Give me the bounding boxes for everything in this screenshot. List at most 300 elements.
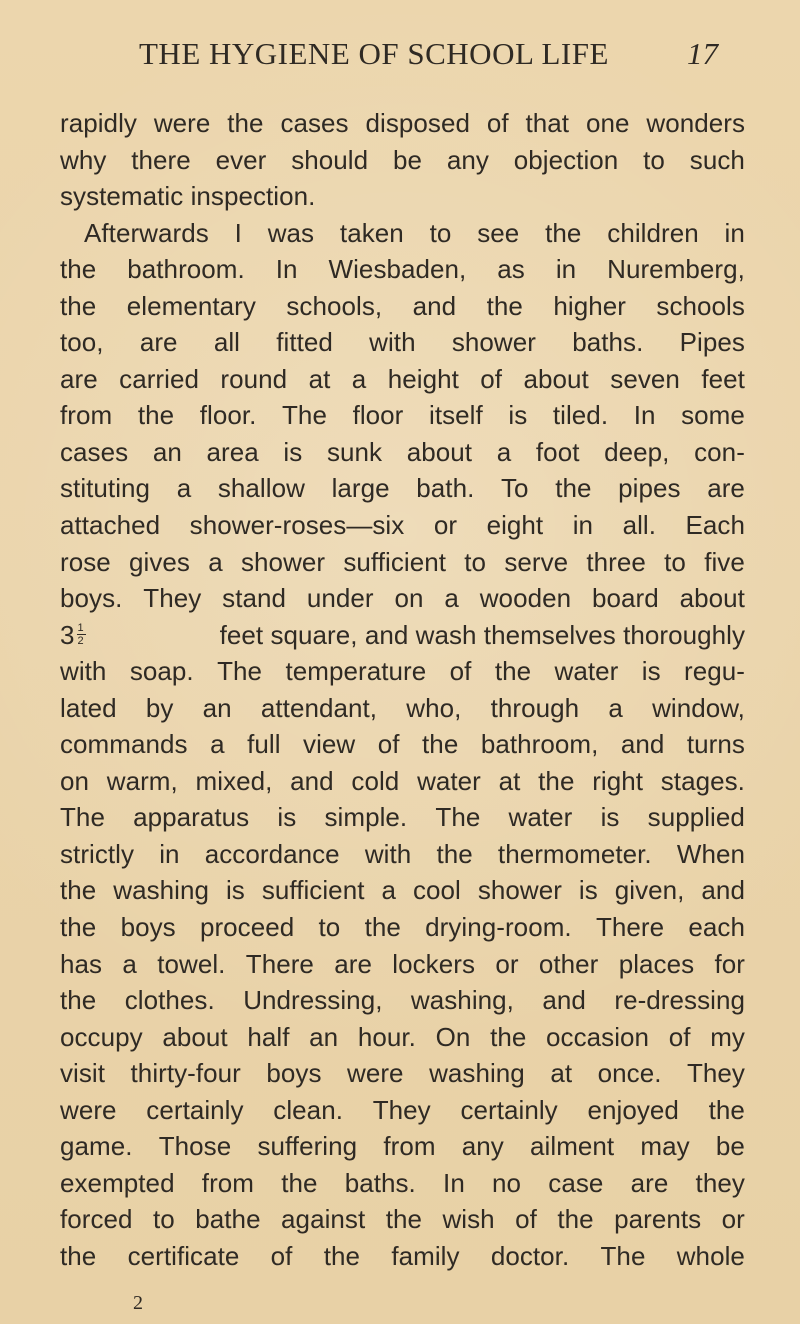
word: they — [695, 1167, 745, 1198]
word: in — [724, 217, 745, 248]
text-line — [60, 470, 745, 507]
word: such — [689, 144, 745, 175]
word: is — [225, 875, 245, 906]
word: to — [664, 546, 686, 577]
word: the — [494, 656, 532, 687]
text-line — [60, 105, 745, 142]
word: is — [277, 802, 297, 833]
text-line — [60, 1201, 745, 1238]
word: children — [607, 217, 699, 248]
word: bath. — [416, 473, 475, 504]
word: are — [139, 327, 178, 358]
word: why — [60, 144, 107, 175]
word: The — [600, 1240, 646, 1271]
text-line — [60, 946, 745, 983]
word: Undressing, — [243, 985, 383, 1016]
word: water — [417, 765, 481, 796]
word: To — [501, 473, 529, 504]
word: under — [306, 583, 374, 614]
word: Each — [685, 510, 745, 541]
word: tiled. — [552, 400, 609, 431]
word: the — [60, 290, 97, 321]
word: They — [143, 583, 202, 614]
word: of — [377, 729, 400, 760]
word: rose — [60, 546, 111, 577]
word: sufficient — [343, 546, 447, 577]
word: or — [433, 510, 458, 541]
word: warm, — [106, 765, 178, 796]
text-line — [60, 799, 745, 836]
word: On — [435, 1021, 471, 1052]
word: water — [554, 656, 619, 687]
word: and — [542, 985, 586, 1016]
word: Nuremberg, — [607, 254, 745, 285]
word: any — [446, 144, 489, 175]
word: Those — [158, 1131, 232, 1162]
word: has — [60, 948, 103, 979]
word: the — [555, 473, 592, 504]
word: shallow — [217, 473, 305, 504]
word: all — [213, 327, 240, 358]
word: higher — [553, 290, 626, 321]
word: shower-roses—six — [189, 510, 405, 541]
word: the — [60, 912, 97, 943]
word: forced — [60, 1204, 133, 1235]
word: in — [159, 838, 180, 869]
word: con- — [694, 436, 745, 467]
word: simple. — [324, 802, 408, 833]
word: proceed — [199, 912, 295, 943]
word: is — [283, 436, 303, 467]
word: The — [435, 802, 481, 833]
word: in — [555, 254, 577, 285]
word: washing — [429, 1058, 525, 1089]
word: disposed — [365, 108, 470, 138]
word: sufficient — [261, 875, 365, 906]
text-line — [60, 324, 745, 361]
word: should — [291, 144, 369, 175]
text-line — [60, 544, 745, 581]
text-line — [60, 1019, 745, 1056]
word: wish — [442, 1204, 495, 1235]
word: or — [495, 948, 519, 979]
word: bathroom. — [127, 254, 245, 285]
text-line — [60, 397, 745, 434]
text-line — [60, 507, 745, 544]
word: is — [641, 656, 661, 687]
word: the — [323, 1240, 361, 1271]
word: to — [318, 912, 341, 943]
word: Wiesbaden, — [328, 254, 467, 285]
word: occupy — [60, 1021, 143, 1052]
word: on — [394, 583, 424, 614]
fraction-numerator: 1 — [77, 621, 84, 634]
word: one — [585, 108, 630, 138]
word: is — [508, 400, 528, 431]
word: wonders — [646, 108, 745, 138]
word: full — [247, 729, 281, 760]
text-line — [60, 251, 745, 288]
word: or — [721, 1204, 745, 1235]
word: case — [548, 1167, 604, 1198]
word: are — [630, 1167, 669, 1198]
word: certainly — [146, 1094, 244, 1125]
word: gives — [129, 546, 190, 577]
body-text — [60, 105, 745, 1275]
word: the — [422, 729, 459, 760]
word: itself — [429, 400, 483, 431]
signature-mark: 2 — [133, 1292, 143, 1314]
word: an — [202, 692, 232, 723]
word: be — [715, 1131, 745, 1162]
text-line — [60, 580, 745, 617]
word: foot — [535, 436, 580, 467]
word: of — [449, 656, 472, 687]
word: the — [557, 1204, 594, 1235]
word: schools, — [286, 290, 383, 321]
word: height — [387, 363, 459, 394]
word: attendant, — [260, 692, 378, 723]
word: lated — [60, 692, 117, 723]
word: stituting — [60, 473, 151, 504]
word: stages. — [660, 765, 745, 796]
word: shower — [451, 327, 536, 358]
word: bathe — [195, 1204, 261, 1235]
word: the — [385, 1204, 422, 1235]
word: enjoyed — [587, 1094, 679, 1125]
word: view — [303, 729, 356, 760]
word: half — [247, 1021, 290, 1052]
word: Pipes — [679, 327, 745, 358]
word: of — [515, 1204, 537, 1235]
word: shower — [241, 546, 326, 577]
word: mixed, — [195, 765, 273, 796]
word: is — [578, 875, 598, 906]
word: They — [372, 1094, 431, 1125]
word: was — [267, 217, 315, 248]
word: There — [245, 948, 314, 979]
word: five — [704, 546, 745, 577]
word: in — [572, 510, 594, 541]
word: who, — [406, 692, 462, 723]
word: the — [227, 108, 264, 138]
word: of — [270, 1240, 293, 1271]
word: washing — [113, 875, 210, 906]
word: and — [701, 875, 745, 906]
word: supplied — [647, 802, 745, 833]
word: certainly — [460, 1094, 558, 1125]
word: from — [60, 400, 113, 431]
word: baths. — [344, 1167, 416, 1198]
word: whole — [676, 1240, 745, 1271]
word: the — [60, 254, 97, 285]
word: The — [282, 400, 327, 431]
word: washing, — [410, 985, 514, 1016]
word: suffering — [257, 1131, 358, 1162]
text-line — [60, 982, 745, 1019]
word: a — [208, 546, 223, 577]
word: thirty-four — [130, 1058, 241, 1089]
word: serve — [504, 546, 569, 577]
word: an — [152, 436, 182, 467]
word: round — [220, 363, 288, 394]
text-line — [60, 726, 745, 763]
word: carried — [119, 363, 199, 394]
text-line — [60, 653, 745, 690]
word: and — [412, 290, 457, 321]
word: large — [331, 473, 390, 504]
word: the — [364, 912, 401, 943]
fraction-whole: 3 — [60, 619, 75, 650]
word: there — [131, 144, 191, 175]
word: see — [477, 217, 520, 248]
word: baths. — [572, 327, 644, 358]
word: objection — [513, 144, 619, 175]
word: floor — [352, 400, 404, 431]
word: apparatus — [133, 802, 250, 833]
word: In — [275, 254, 298, 285]
word: commands — [60, 729, 188, 760]
word: turns — [686, 729, 745, 760]
word: strictly — [60, 838, 135, 869]
word: In — [633, 400, 656, 431]
word: at — [308, 363, 331, 394]
text-line — [60, 836, 745, 873]
word: places — [618, 948, 695, 979]
word: certificate — [127, 1240, 240, 1271]
word: against — [281, 1204, 366, 1235]
word: When — [676, 838, 745, 869]
word: lockers — [392, 948, 476, 979]
word: game. — [60, 1131, 133, 1162]
word: a — [176, 473, 192, 504]
word: a — [608, 692, 623, 723]
word: The — [60, 802, 105, 833]
word: were — [60, 1094, 117, 1125]
word: as — [497, 254, 525, 285]
word: water — [508, 802, 573, 833]
word: seven — [610, 363, 680, 394]
word: schools — [656, 290, 745, 321]
word: pipes — [618, 473, 681, 504]
word: area — [206, 436, 259, 467]
word: of — [486, 108, 509, 138]
word: from — [201, 1167, 254, 1198]
word: with — [60, 656, 107, 687]
word: may — [640, 1131, 690, 1162]
word: some — [681, 400, 745, 431]
word: clothes. — [124, 985, 215, 1016]
word: cases — [280, 108, 349, 138]
page-number: 17 — [687, 36, 718, 71]
word: the — [545, 217, 582, 248]
word: at — [550, 1058, 573, 1089]
word: boys. — [60, 583, 123, 614]
word: shower — [477, 875, 562, 906]
text-line — [60, 872, 745, 909]
word: regu- — [684, 656, 745, 687]
word: ailment — [530, 1131, 615, 1162]
word: a — [351, 363, 367, 394]
word: about — [523, 363, 589, 394]
word: family — [391, 1240, 460, 1271]
word: parents — [614, 1204, 702, 1235]
word: fitted — [276, 327, 333, 358]
word: floor. — [199, 400, 257, 431]
word: be — [392, 144, 423, 175]
word: visit — [60, 1058, 106, 1089]
word: cases — [60, 436, 129, 467]
word: In — [443, 1167, 465, 1198]
word: on — [60, 765, 90, 796]
word: ever — [215, 144, 267, 175]
fraction-denominator: 2 — [77, 634, 84, 647]
word: an — [309, 1021, 339, 1052]
word: of — [668, 1021, 691, 1052]
word: the — [708, 1094, 745, 1125]
word: the — [490, 1021, 527, 1052]
word: eight — [486, 510, 544, 541]
word: The — [217, 656, 263, 687]
word: the — [486, 290, 523, 321]
word: hour. — [357, 1021, 416, 1052]
word: about — [406, 436, 473, 467]
word: and — [290, 765, 334, 796]
word: are — [334, 948, 372, 979]
word: all. — [622, 510, 657, 541]
word: given, — [614, 875, 685, 906]
word: through — [490, 692, 580, 723]
word: no — [492, 1167, 522, 1198]
word: stand — [222, 583, 286, 614]
word: thermometer. — [497, 838, 652, 869]
word: each — [688, 912, 745, 943]
text-line — [60, 434, 745, 471]
word: Afterwards — [84, 217, 209, 248]
word: to — [429, 217, 452, 248]
word: other — [538, 948, 599, 979]
word: too, — [60, 327, 104, 358]
word: with — [364, 838, 412, 869]
word: elementary — [126, 290, 256, 321]
word: with — [369, 327, 416, 358]
word: is — [600, 802, 620, 833]
word: a — [496, 436, 512, 467]
text-line — [60, 1128, 745, 1165]
text-line — [60, 1055, 745, 1092]
word: to — [643, 144, 665, 175]
word: for — [714, 948, 745, 979]
word: a — [444, 583, 459, 614]
running-head: THE HYGIENE OF SCHOOL LIFE — [139, 36, 609, 71]
word: doctor. — [490, 1240, 570, 1271]
word: right — [592, 765, 644, 796]
fraction-line — [60, 617, 745, 654]
word: drying-room. — [425, 912, 572, 943]
text-line — [60, 1092, 745, 1129]
word: were — [347, 1058, 404, 1089]
word: I — [234, 217, 242, 248]
text-line — [60, 690, 745, 727]
word: about — [162, 1021, 228, 1052]
text-line — [60, 909, 745, 946]
word: cool — [412, 875, 461, 906]
word: boys — [266, 1058, 322, 1089]
text-line — [60, 361, 745, 398]
word: a — [381, 875, 396, 906]
word: re-dressing — [614, 985, 745, 1016]
word: taken — [339, 217, 404, 248]
word: by — [145, 692, 174, 723]
word: cold — [351, 765, 400, 796]
word: rapidly — [60, 108, 137, 138]
word: board — [591, 583, 659, 614]
word: sunk — [326, 436, 383, 467]
word: They — [686, 1058, 745, 1089]
word: once. — [597, 1058, 662, 1089]
word: a — [122, 948, 137, 979]
word: to — [464, 546, 487, 577]
text-line — [60, 763, 745, 800]
word: window, — [652, 692, 745, 723]
text-line — [60, 1165, 745, 1202]
word: boys — [120, 912, 176, 943]
word: towel. — [157, 948, 226, 979]
word: temperature — [285, 656, 427, 687]
text-line — [60, 215, 745, 252]
word: from — [383, 1131, 436, 1162]
word: at — [498, 765, 521, 796]
word: about — [679, 583, 745, 614]
word: to — [153, 1204, 175, 1235]
word: three — [586, 546, 646, 577]
word: the — [137, 400, 175, 431]
word: accordance — [204, 838, 340, 869]
text-line — [60, 1238, 745, 1275]
word: are — [60, 363, 98, 394]
text-line — [60, 288, 745, 325]
word: the — [281, 1167, 318, 1198]
word: There — [595, 912, 665, 943]
word: the — [60, 1240, 97, 1271]
word: exempted — [60, 1167, 175, 1198]
word: clean. — [273, 1094, 343, 1125]
word: any — [461, 1131, 504, 1162]
word: the — [538, 765, 575, 796]
word: wooden — [479, 583, 572, 614]
word: occasion — [546, 1021, 650, 1052]
text-line: feet square, and wash themselves thoroughly — [219, 619, 745, 650]
text-line — [60, 142, 745, 179]
word: deep, — [604, 436, 670, 467]
word: soap. — [129, 656, 194, 687]
word: feet — [701, 363, 745, 394]
fraction-group — [60, 617, 88, 654]
word: the — [436, 838, 473, 869]
word: my — [710, 1021, 745, 1052]
word: attached — [60, 510, 161, 541]
word: the — [60, 875, 97, 906]
word: were — [153, 108, 211, 138]
fraction-one-half — [76, 623, 88, 646]
word: and — [620, 729, 665, 760]
word: are — [707, 473, 745, 504]
word: the — [60, 985, 97, 1016]
word: a — [210, 729, 225, 760]
word: that — [525, 108, 570, 138]
word: of — [480, 363, 503, 394]
word: bathroom, — [480, 729, 599, 760]
